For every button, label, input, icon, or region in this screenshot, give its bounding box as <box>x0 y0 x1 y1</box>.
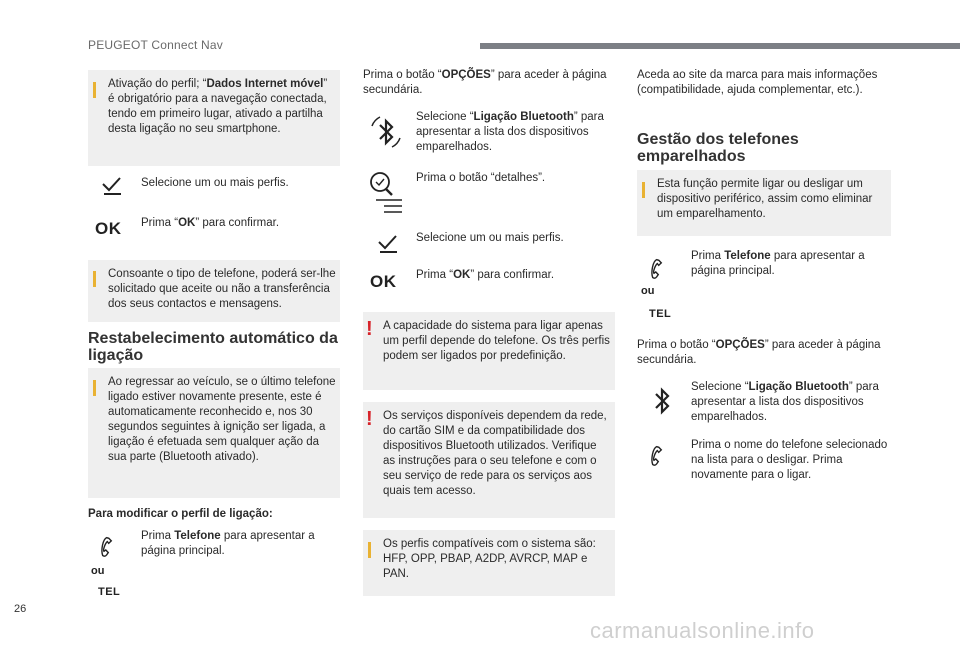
warning-icon: ! <box>366 408 373 430</box>
phone-icon[interactable] <box>98 532 124 558</box>
info-icon <box>93 380 96 396</box>
step-phone-main: Prima Telefone para apresentar a página principal. <box>141 530 315 557</box>
heading-paired-phones: Gestão dos telefones emparelhados <box>637 131 799 165</box>
warning-icon: ! <box>366 318 373 340</box>
step-phone-main: Prima Telefone para apresentar a página principal. <box>691 250 865 277</box>
or-label: ou <box>641 285 655 297</box>
step-bluetooth-connection: Selecione “Ligação Bluetooth” para apresentar a lista dos dispositivos emparelhados. <box>416 111 604 153</box>
warning-box-services <box>363 402 615 518</box>
step-options: Prima o botão “OPÇÕES” para aceder à página secundária. <box>363 69 607 96</box>
info-text: Ativação do perfil; “Dados Internet móvel” é obrigatório para a navegação conectada, tendo em primeiro lugar, ativado a partilha desta ligação no seu smartphone. <box>108 78 328 135</box>
info-text: Consoante o tipo de telefone, poderá ser-lhe solicitado que aceite ou não a transferência dos seus contactos e mensagens. <box>108 268 336 310</box>
info-icon <box>368 542 371 558</box>
info-box-auto-reconnect <box>88 368 340 498</box>
tel-button[interactable]: TEL <box>649 308 672 320</box>
step-select-profiles: Selecione um ou mais perfis. <box>141 177 289 189</box>
watermark: carmanualsonline.info <box>590 618 815 643</box>
bluetooth-icon[interactable] <box>652 385 674 417</box>
step-confirm-ok: Prima “OK” para confirmar. <box>141 217 280 229</box>
phone-icon[interactable] <box>648 441 674 467</box>
bluetooth-connection-icon[interactable] <box>368 112 404 152</box>
info-box-profile-activation <box>88 70 340 166</box>
warning-text: Os serviços disponíveis dependem da rede, do cartão SIM e da compatibilidade dos dispositivos Bluetooth utilizados. Verifique as instruções para o seu telefone e com o seu serviço de rede para os serviços aos quais tem acesso. <box>383 410 607 497</box>
ok-icon: OK <box>95 219 122 238</box>
step-select-phone-name: Prima o nome do telefone selecionado na lista para o desligar. Prima novamente para o ligar. <box>691 439 888 481</box>
header-title: PEUGEOT Connect Nav <box>88 38 223 52</box>
info-icon <box>93 82 96 98</box>
phone-icon[interactable] <box>648 254 674 280</box>
info-box-contacts <box>88 260 340 322</box>
tel-button[interactable]: TEL <box>98 586 121 598</box>
info-text: Os perfis compatíveis com o sistema são: HFP, OPP, PBAP, A2DP, AVRCP, MAP e PAN. <box>383 538 596 580</box>
info-icon <box>642 182 645 198</box>
checklist-icon <box>376 233 400 255</box>
ok-icon: OK <box>370 272 397 291</box>
site-info: Aceda ao site da marca para mais informações (compatibilidade, ajuda complementar, etc.). <box>637 69 878 96</box>
warning-text: A capacidade do sistema para ligar apenas um perfil depende do telefone. Os três perfis podem ser ligados por predefinição. <box>383 320 610 362</box>
or-label: ou <box>91 565 105 577</box>
info-text: Esta função permite ligar ou desligar um dispositivo periférico, assim como eliminar um emparelhamento. <box>657 178 873 220</box>
modify-profile-title: Para modificar o perfil de ligação: <box>88 508 273 520</box>
step-options: Prima o botão “OPÇÕES” para aceder à página secundária. <box>637 339 881 366</box>
info-icon <box>93 271 96 287</box>
page-number: 26 <box>14 603 27 615</box>
header-bar <box>480 43 960 49</box>
checklist-icon <box>100 175 124 197</box>
step-confirm-ok: Prima “OK” para confirmar. <box>416 269 555 281</box>
step-select-profiles: Selecione um ou mais perfis. <box>416 232 564 244</box>
heading-auto-reconnect: Restabelecimento automático da ligação <box>88 330 338 364</box>
info-box-profiles <box>363 530 615 596</box>
details-search-icon[interactable] <box>368 170 404 214</box>
step-bluetooth-connection: Selecione “Ligação Bluetooth” para apresentar a lista dos dispositivos emparelhados. <box>691 381 879 423</box>
info-text: Ao regressar ao veículo, se o último telefone ligado estiver novamente presente, este é automaticamente reconhecido e, nos 30 segundos seguintes à ignição ser ligada, a ligação é efetuada sem qualquer ação da sua parte (Bluetooth ativado). <box>108 376 336 463</box>
step-details: Prima o botão “detalhes”. <box>416 172 546 184</box>
warning-box-profile-capacity <box>363 312 615 390</box>
info-box-paired-phones <box>637 170 891 236</box>
